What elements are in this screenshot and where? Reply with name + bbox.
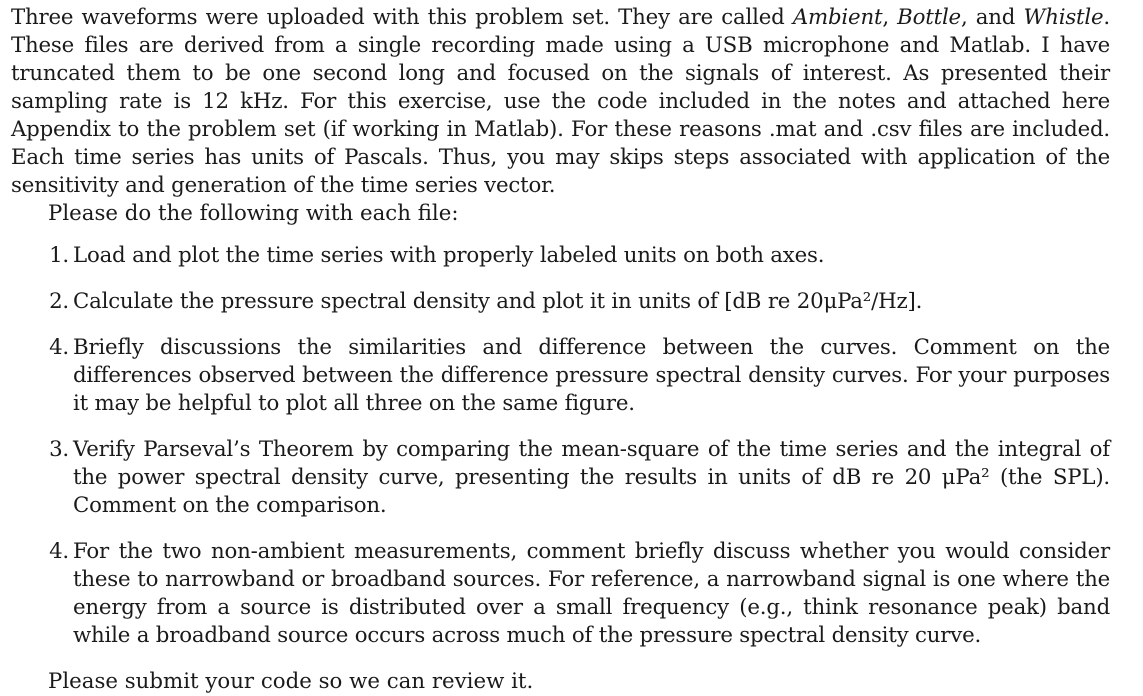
task-text: Calculate the pressure spectral density and plot it in units of [dB re 20μPa²/Hz]. (73, 289, 923, 314)
task-item (11, 436, 1110, 520)
task-text: Verify Parseval’s Theorem by comparing the mean-square of the time series and the integral of the power spectral density curve, presenting the results in units of dB re 20 μPa² (the SPL). Comment on the comparison. (73, 437, 1110, 518)
task-text: For the two non-ambient measurements, comment briefly discuss whether you would consider these to narrowband or broadband sources. For reference, a narrowband signal is one where the energy from a source is distributed over a small frequency (e.g., think resonance peak) band while a broadband source occurs across much of the pressure spectral density curve. (73, 539, 1110, 648)
waveform-name-whistle: Whistle (1023, 5, 1104, 30)
instructions-lead: Please do the following with each file: (48, 201, 459, 226)
intro-text-2: . These files are derived from a single recording made using a USB microphone and Matlab. I have truncated them to be one second long and focused on the signals of interest. As presented their sampling rate is 12 kHz. For this exercise, use the code included in the notes and attached here Appendix to the problem set (if working in Matlab). For these reasons .mat and .csv files are included. Each time series has units of Pascals. Thus, you may skips steps associated with application of the sensitivity and generation of the time series vector. (11, 5, 1110, 198)
task-number: 4. (49, 539, 69, 564)
task-number: 1. (49, 243, 69, 268)
intro-paragraph (11, 4, 1110, 200)
task-text: Briefly discussions the similarities and difference between the curves. Comment on the differences observed between the difference pressure spectral density curves. For your purposes it may be helpful to plot all three on the same figure. (73, 335, 1110, 416)
task-item (11, 242, 1110, 270)
closing-note: Please submit your code so we can review it. (48, 669, 534, 694)
waveform-name-ambient: Ambient (792, 5, 883, 30)
waveform-name-bottle: Bottle (897, 5, 961, 30)
intro-text-1: Three waveforms were uploaded with this problem set. They are called (11, 5, 793, 30)
task-item (11, 538, 1110, 650)
task-number: 4. (49, 335, 69, 360)
task-number: 2. (49, 289, 69, 314)
intro-separator-1: , (882, 5, 898, 30)
task-text: Load and plot the time series with properly labeled units on both axes. (73, 243, 825, 268)
task-list (11, 242, 1110, 650)
task-item (11, 288, 1110, 316)
task-number: 3. (49, 437, 69, 462)
task-item (11, 334, 1110, 418)
problem-document (11, 4, 1110, 696)
intro-separator-2: , and (960, 5, 1024, 30)
